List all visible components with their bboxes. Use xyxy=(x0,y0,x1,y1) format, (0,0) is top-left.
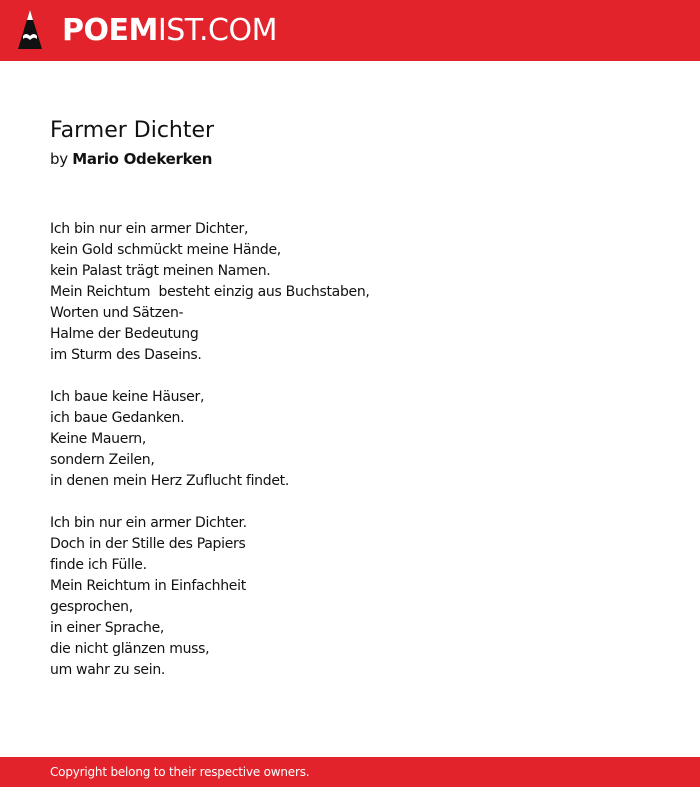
site-logo[interactable] xyxy=(62,13,277,49)
poem-line: gesprochen, xyxy=(50,599,133,615)
poem-line: in denen mein Herz Zuflucht findet. xyxy=(50,473,289,489)
poem-line: finde ich Fülle. xyxy=(50,557,147,573)
poem-body xyxy=(50,219,650,702)
pencil-tip-icon[interactable] xyxy=(16,9,44,51)
poem-line: sondern Zeilen, xyxy=(50,452,155,468)
stanza xyxy=(50,219,650,366)
byline xyxy=(50,149,212,169)
poem-line: Mein Reichtum in Einfachheit xyxy=(50,578,246,594)
logo-bold-text: POEM xyxy=(62,13,158,48)
copyright-text: Copyright belong to their respective owners. xyxy=(50,765,310,779)
poem-line: Halme der Bedeutung xyxy=(50,326,199,342)
footer-bar xyxy=(0,757,700,787)
by-label: by xyxy=(50,150,68,168)
poem-line: Mein Reichtum besteht einzig aus Buchstaben, xyxy=(50,284,370,300)
stanza xyxy=(50,387,650,492)
author-name: Mario Odekerken xyxy=(72,150,213,168)
stanza xyxy=(50,513,650,681)
poem-title: Farmer Dichter xyxy=(50,118,215,143)
logo-light-text: IST.COM xyxy=(157,13,277,48)
poem-line: Ich baue keine Häuser, xyxy=(50,389,205,405)
poem-line: kein Palast trägt meinen Namen. xyxy=(50,263,271,279)
poem-line: im Sturm des Daseins. xyxy=(50,347,202,363)
poem-line: Ich bin nur ein armer Dichter. xyxy=(50,515,247,531)
poem-line: Doch in der Stille des Papiers xyxy=(50,536,246,552)
poem-line: kein Gold schmückt meine Hände, xyxy=(50,242,281,258)
header-bar xyxy=(0,0,700,61)
poem-line: Worten und Sätzen- xyxy=(50,305,184,321)
poem-line: ich baue Gedanken. xyxy=(50,410,185,426)
poem-line: Ich bin nur ein armer Dichter, xyxy=(50,221,249,237)
poem-line: die nicht glänzen muss, xyxy=(50,641,210,657)
poem-line: um wahr zu sein. xyxy=(50,662,166,678)
poem-line: Keine Mauern, xyxy=(50,431,147,447)
poem-line: in einer Sprache, xyxy=(50,620,165,636)
